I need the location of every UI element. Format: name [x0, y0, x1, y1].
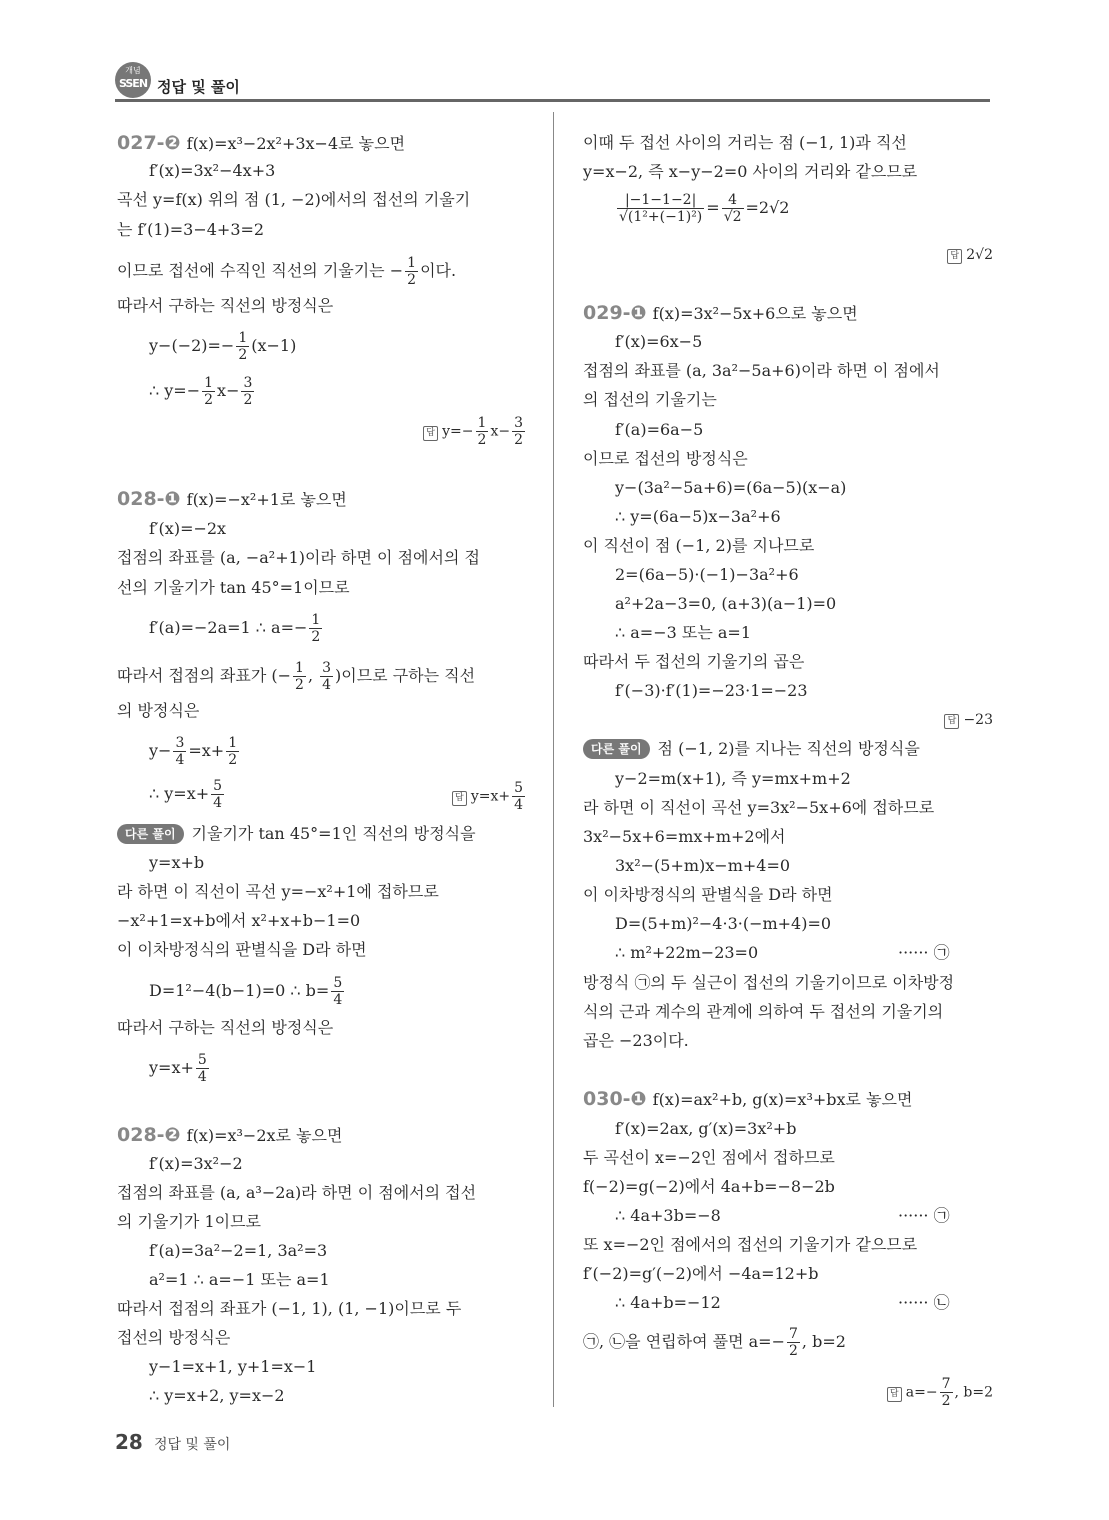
solution-line: f′(x)=−2x	[149, 519, 227, 538]
solution-line: ∴ y=− $\frac{1}{2}$ x− $\frac{3}{2}$	[149, 375, 253, 408]
alt-solution-badge: 다른 풀이	[117, 824, 184, 844]
solution-line: a²+2a−3=0, (a+3)(a−1)=0	[615, 594, 837, 613]
solution-line: 이므로 접선에 수직인 직선의 기울기는 − $\frac{1}{2}$ 이다.	[117, 255, 457, 288]
solution-line: −x²+1=x+b에서 x²+x+b−1=0	[117, 911, 361, 930]
solution-line: 3x²−(5+m)x−m+4=0	[615, 856, 791, 875]
solution-line: 라 하면 이 직선이 곡선 y=3x²−5x+6에 접하므로	[583, 798, 935, 817]
solution-line: y=x+b	[149, 853, 205, 872]
equation-tag: ······ ㉡	[898, 1293, 950, 1312]
solution-line: 따라서 접점의 좌표가 (−1, 1), (1, −1)이므로 두	[117, 1299, 462, 1318]
solution-line: y−1=x+1, y+1=x−1	[149, 1357, 317, 1376]
alt-solution-badge: 다른 풀이	[583, 739, 650, 759]
solution-line: 다른 풀이 기울기가 tan 45°=1인 직선의 방정식을	[117, 823, 476, 845]
solution-line: 곡선 y=f(x) 위의 점 (1, −2)에서의 접선의 기울기	[117, 190, 471, 209]
problem-number: 030-❶	[583, 1088, 647, 1110]
solution-line: 또 x=−2인 점에서의 접선의 기울기가 같으므로	[583, 1235, 918, 1254]
solution-line: 030-❶ f(x)=ax²+b, g(x)=x³+bx로 놓으면	[583, 1088, 913, 1110]
brand-logo	[115, 62, 151, 98]
solution-line: y−(3a²−5a+6)=(6a−5)(x−a)	[615, 478, 847, 497]
problem-number: 028-❶	[117, 488, 181, 510]
solution-line: y−2=m(x+1), 즉 y=mx+m+2	[615, 769, 851, 788]
solution-line: ∴ m²+22m−23=0	[615, 943, 759, 962]
solution-line: 2=(6a−5)·(−1)−3a²+6	[615, 565, 799, 584]
column-divider	[553, 112, 554, 1407]
header-title: 정답 및 풀이	[157, 78, 240, 96]
solution-line: y− $\frac{3}{4}$ =x+ $\frac{1}{2}$	[149, 735, 238, 768]
solution-line: 접점의 좌표를 (a, a³−2a)라 하면 이 점에서의 접선	[117, 1183, 477, 1202]
solution-line: f′(−2)=g′(−2)에서 −4a=12+b	[583, 1264, 819, 1283]
solution-line: 라 하면 이 직선이 곡선 y=−x²+1에 접하므로	[117, 882, 439, 901]
solution-line: ∴ y=x+ $\frac{5}{4}$	[149, 778, 223, 811]
solution-line: 접점의 좌표를 (a, 3a²−5a+6)이라 하면 이 점에서	[583, 361, 940, 380]
solution-line: 는 f′(1)=3−4+3=2	[117, 220, 265, 239]
solution-line: ∴ 4a+b=−12	[615, 1293, 721, 1312]
solution-line: 의 접선의 기울기는	[583, 390, 717, 409]
problem-number: 027-❷	[117, 132, 181, 154]
solution-line: ㉠, ㉡을 연립하여 풀면 a=− $\frac{7}{2}$ , b=2	[583, 1326, 846, 1359]
solution-line: 이 이차방정식의 판별식을 D라 하면	[583, 885, 833, 904]
solution-line: ∴ y=x+2, y=x−2	[149, 1386, 285, 1405]
solution-line: 027-❷ f(x)=x³−2x²+3x−4로 놓으면	[117, 132, 406, 154]
solution-line: y=x+ $\frac{5}{4}$	[149, 1052, 207, 1085]
solution-line: 곱은 −23이다.	[583, 1031, 689, 1050]
solution-line: y−(−2)=− $\frac{1}{2}$ (x−1)	[149, 330, 297, 363]
solution-line: D=(5+m)²−4·3·(−m+4)=0	[615, 914, 832, 933]
solution-line: 이 이차방정식의 판별식을 D라 하면	[117, 940, 367, 959]
solution-line: 의 기울기가 1이므로	[117, 1212, 261, 1231]
solution-line: f′(a)=6a−5	[615, 420, 704, 439]
solution-line: 028-❷ f(x)=x³−2x로 놓으면	[117, 1124, 343, 1146]
solution-line: y=x−2, 즉 x−y−2=0 사이의 거리와 같으므로	[583, 162, 918, 181]
solution-line: ∴ y=(6a−5)x−3a²+6	[615, 507, 781, 526]
solution-line: 따라서 구하는 직선의 방정식은	[117, 296, 334, 315]
logo-top-text: 개념	[125, 66, 141, 75]
solution-line: f′(a)=3a²−2=1, 3a²=3	[149, 1241, 328, 1260]
solution-line: 따라서 구하는 직선의 방정식은	[117, 1018, 334, 1037]
solution-line: f′(x)=6x−5	[615, 332, 703, 351]
answer: 답 −23	[944, 712, 993, 729]
solution-line: 따라서 접점의 좌표가 (− $\frac{1}{2}$ , $\frac{3}{4}$ )이므로 구하는 직선	[117, 660, 476, 693]
page-number: 28	[115, 1430, 143, 1454]
solution-line: 이 직선이 점 (−1, 2)를 지나므로	[583, 536, 815, 555]
solution-line: f′(−3)·f′(1)=−23·1=−23	[615, 681, 808, 700]
problem-number: 028-❷	[117, 1124, 181, 1146]
footer-text: 정답 및 풀이	[153, 1437, 231, 1453]
solution-line: 029-❶ f(x)=3x²−5x+6으로 놓으면	[583, 302, 858, 324]
answer-icon: 답	[423, 426, 438, 441]
solution-line: ∴ a=−3 또는 a=1	[615, 623, 752, 642]
solution-line: 이므로 접선의 방정식은	[583, 449, 748, 468]
solution-line: f′(a)=−2a=1 ∴ a=− $\frac{1}{2}$	[149, 612, 321, 645]
solution-line: 3x²−5x+6=mx+m+2에서	[583, 827, 786, 846]
solution-line: 이때 두 접선 사이의 거리는 점 (−1, 1)과 직선	[583, 133, 907, 152]
header-rule	[115, 99, 990, 102]
solution-line: 두 곡선이 x=−2인 점에서 접하므로	[583, 1148, 835, 1167]
answer: 답 y=− $\frac{1}{2}$ x− $\frac{3}{2}$	[423, 415, 527, 448]
solution-line: a²=1 ∴ a=−1 또는 a=1	[149, 1270, 330, 1289]
problem-number: 029-❶	[583, 302, 647, 324]
answer: 답 2√2	[947, 247, 993, 264]
solution-line: 접선의 방정식은	[117, 1328, 231, 1347]
answer: 답 a=− $\frac{7}{2}$ , b=2	[887, 1376, 993, 1409]
equation-tag: ······ ㉠	[898, 1206, 950, 1225]
solution-line: 방정식 ㉠의 두 실근이 접선의 기울기이므로 이차방정	[583, 973, 955, 992]
solution-line: 접점의 좌표를 (a, −a²+1)이라 하면 이 점에서의 접	[117, 548, 480, 567]
solution-line: 의 방정식은	[117, 701, 200, 720]
fraction: $\frac{1}{2}$	[407, 255, 417, 288]
page-header	[115, 62, 990, 102]
equation-tag: ······ ㉠	[898, 943, 950, 962]
solution-line: f(−2)=g(−2)에서 4a+b=−8−2b	[583, 1177, 835, 1196]
solution-line: 028-❶ f(x)=−x²+1로 놓으면	[117, 488, 347, 510]
solution-line: f′(x)=2ax, g′(x)=3x²+b	[615, 1119, 797, 1138]
solution-line: f′(x)=3x²−2	[149, 1154, 243, 1173]
page-footer	[115, 1430, 230, 1454]
solution-line: 식의 근과 계수의 관계에 의하여 두 접선의 기울기의	[583, 1002, 944, 1021]
solution-line: 따라서 두 접선의 기울기의 곱은	[583, 652, 805, 671]
solution-line: D=1²−4(b−1)=0 ∴ b= $\frac{5}{4}$	[149, 975, 343, 1008]
logo-bottom-text: SSEN	[118, 77, 148, 90]
answer: 답 y=x+ $\frac{5}{4}$	[452, 780, 527, 813]
solution-line: ∴ 4a+3b=−8	[615, 1206, 721, 1225]
solution-line: f′(x)=3x²−4x+3	[149, 161, 276, 180]
solution-line: $\frac{|-1-1-2|}{\text{√(1²+(−1)²)}}$ = $\frac{4}{√2}$ =2√2	[619, 192, 790, 225]
solution-line: 다른 풀이 점 (−1, 2)를 지나는 직선의 방정식을	[583, 738, 920, 760]
solution-line: 선의 기울기가 tan 45°=1이므로	[117, 578, 350, 597]
